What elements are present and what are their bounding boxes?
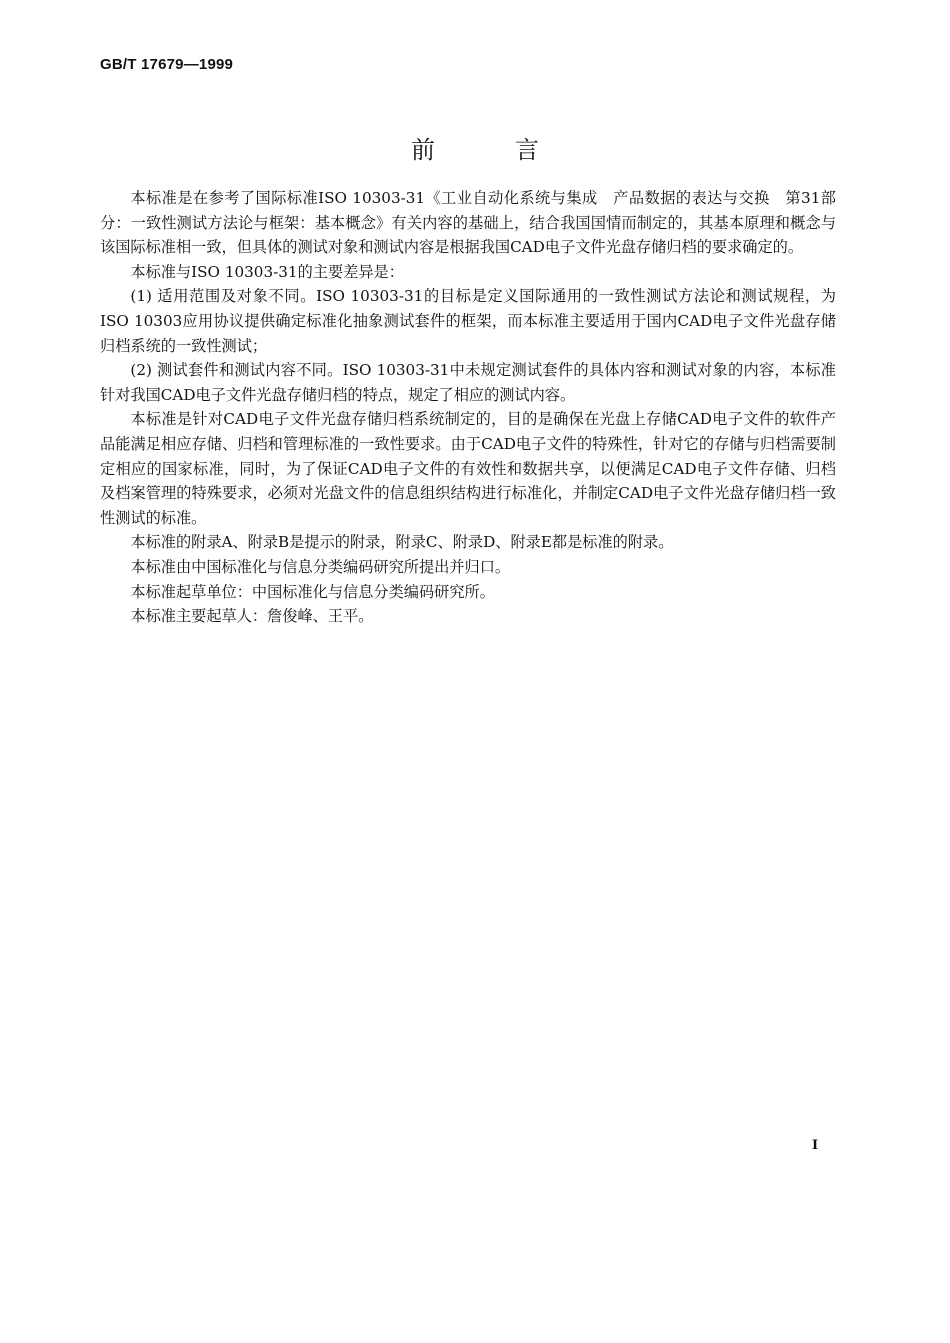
paragraph-difference-2: (2) 测试套件和测试内容不同。ISO 10303-31中未规定测试套件的具体内容和测试对象的内容，本标准针对我国CAD电子文件光盘存储归档的特点，规定了相应的测试内容。 bbox=[100, 361, 836, 404]
foreword-body bbox=[100, 186, 836, 629]
paragraph-appendices: 本标准的附录A、附录B是提示的附录，附录C、附录D、附录E都是标准的附录。 bbox=[130, 533, 674, 552]
page-number: I bbox=[812, 1138, 819, 1153]
paragraph-drafters: 本标准主要起草人：詹俊峰、王平。 bbox=[130, 607, 374, 626]
paragraph-drafting-unit: 本标准起草单位：中国标准化与信息分类编码研究所。 bbox=[130, 582, 495, 601]
page-title bbox=[0, 130, 950, 165]
title-char-1: 前 bbox=[411, 136, 435, 164]
paragraph-purpose: 本标准是针对CAD电子文件光盘存储归档系统制定的，目的是确保在光盘上存储CAD电子文件的软件产品能满足相应存储、归档和管理标准的一致性要求。由于CAD电子文件的特殊性，针对它的存储与归档需要制定相应的国家标准，同时，为了保证CAD电子文件的有效性和数据共享，以便满足CAD电子文件存储、归档及档案管理的特殊要求，必须对光盘文件的信息组织结构进行标准化，并制定CAD电子文件光盘存储归档一致性测试的标准。 bbox=[100, 410, 836, 527]
paragraph-differences-lead: 本标准与ISO 10303-31的主要差异是： bbox=[130, 262, 404, 281]
standard-code: GB/T 17679—1999 bbox=[100, 56, 234, 73]
title-char-2: 言 bbox=[515, 136, 539, 164]
paragraph-difference-1: (1) 适用范围及对象不同。ISO 10303-31的目标是定义国际通用的一致性测试方法论和测试规程，为ISO 10303应用协议提供确定标准化抽象测试套件的框架，而本标准主要适用于国内CAD电子文件光盘存储归档系统的一致性测试； bbox=[100, 287, 836, 355]
paragraph-proposer: 本标准由中国标准化与信息分类编码研究所提出并归口。 bbox=[130, 557, 511, 576]
paragraph-intro: 本标准是在参考了国际标准ISO 10303-31《工业自动化系统与集成 产品数据的表达与交换 第31部分：一致性测试方法论与框架：基本概念》有关内容的基础上，结合我国国情而制定的，其基本原理和概念与该国际标准相一致，但具体的测试对象和测试内容是根据我国CAD电子文件光盘存储归档的要求确定的。 bbox=[100, 189, 836, 257]
